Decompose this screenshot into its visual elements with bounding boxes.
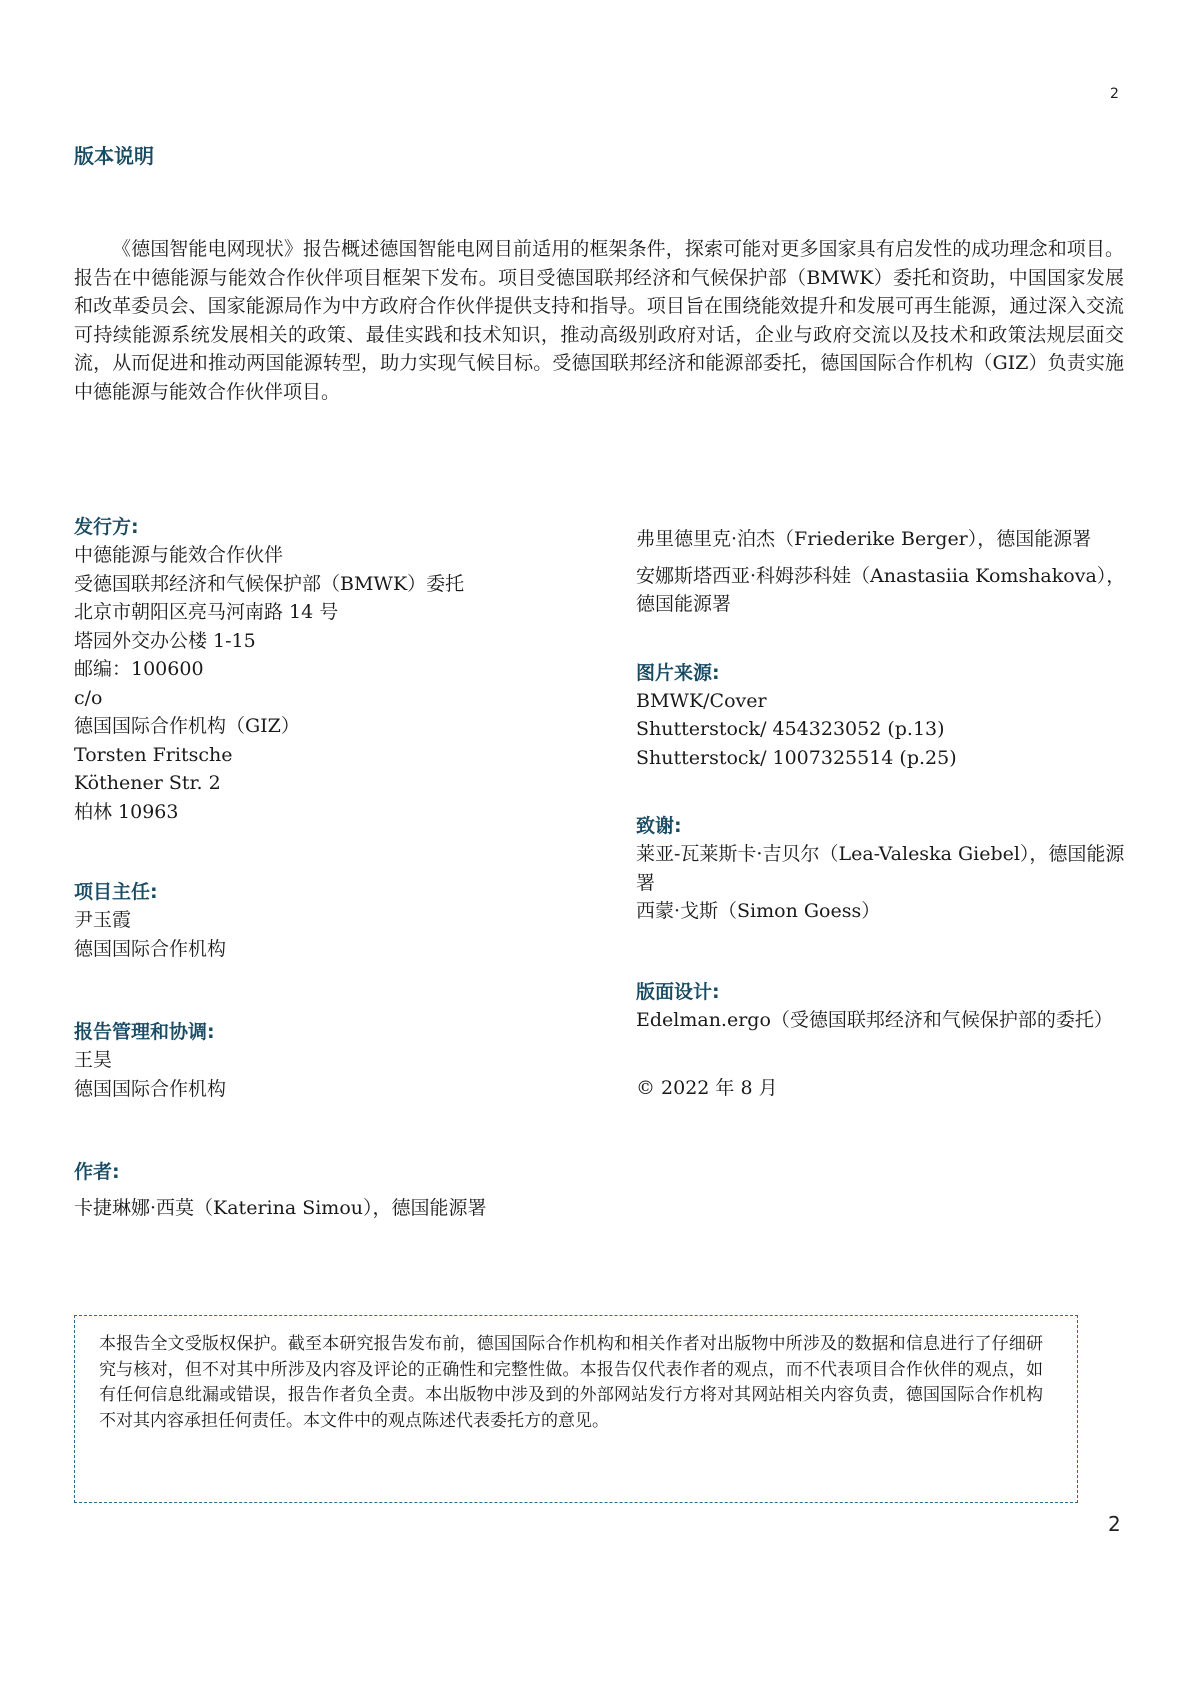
publisher-line: Torsten Fritsche	[74, 743, 233, 766]
project-director-section	[74, 878, 574, 963]
image-source-line: Shutterstock/ 454323052 (p.13)	[636, 718, 945, 740]
right-column	[636, 525, 1126, 1103]
publisher-heading: 发行方:	[74, 516, 139, 538]
publisher-section	[74, 513, 574, 826]
project-director-heading: 项目主任:	[74, 881, 158, 903]
intro-paragraph: 《德国智能电网现状》报告概述德国智能电网目前适用的框架条件，探索可能对更多国家具有启发性的成功理念和项目。报告在中德能源与能效合作伙伴项目框架下发布。项目受德国联邦经济和气候保护部（BMWK）委托和资助，中国国家发展和改革委员会、国家能源局作为中方政府合作伙伴提供支持和指导。项目旨在围绕能效提升和发展可再生能源，通过深入交流可持续能源系统发展相关的政策、最佳实践和技术知识，推动高级别政府对话，企业与政府交流以及技术和政策法规层面交流，从而促进和推动两国能源转型，助力实现气候目标。受德国联邦经济和能源部委托，德国国际合作机构（GIZ）负责实施中德能源与能效合作伙伴项目。	[74, 238, 1124, 403]
project-director-line: 尹玉霞	[74, 909, 132, 931]
publisher-line: 德国国际合作机构（GIZ）	[74, 715, 300, 737]
image-sources-heading: 图片来源:	[636, 661, 720, 684]
publisher-line: 塔园外交办公楼 1-15	[74, 629, 256, 652]
layout-design-section	[636, 978, 1126, 1035]
author-line: 卡捷琳娜·西莫（Katerina Simou），德国能源署	[74, 1197, 487, 1219]
report-management-heading: 报告管理和协调:	[74, 1021, 215, 1043]
image-sources-section	[636, 659, 1126, 773]
copyright-disclaimer-box	[74, 1315, 1078, 1503]
copyright-date: © 2022 年 8 月	[636, 1077, 778, 1099]
publisher-line: c/o	[74, 686, 103, 709]
publisher-line: 柏林 10963	[74, 800, 179, 823]
image-source-line: Shutterstock/ 1007325514 (p.25)	[636, 746, 957, 769]
image-source-line: BMWK/Cover	[636, 689, 767, 712]
disclaimer-text: 本报告全文受版权保护。截至本研究报告发布前，德国国际合作机构和相关作者对出版物中所涉及的数据和信息进行了仔细研究与核对，但不对其中所涉及内容及评论的正确性和完整性做。本报告仅代表作者的观点，而不代表项目合作伙伴的观点，如有任何信息纰漏或错误，报告作者负全责。本出版物中涉及到的外部网站发行方将对其网站相关内容负责，德国国际合作机构不对其内容承担任何责任。本文件中的观点陈述代表委托方的意见。	[99, 1334, 1043, 1431]
layout-design-text: Edelman.ergo（受德国联邦经济和气候保护部的委托）	[636, 1008, 1113, 1031]
page-title: 版本说明	[74, 144, 154, 168]
publisher-line: 中德能源与能效合作伙伴	[74, 544, 284, 566]
authors-heading: 作者:	[74, 1161, 120, 1183]
report-management-line: 王昊	[74, 1049, 113, 1071]
layout-design-heading: 版面设计:	[636, 980, 720, 1003]
left-column	[74, 513, 574, 1223]
page-number-top: 2	[1110, 86, 1119, 102]
acknowledgement-text: 莱亚-瓦莱斯卡·吉贝尔（Lea-Valeska Giebel），德国能源署	[636, 843, 1125, 894]
author-line: 弗里德里克·泊杰（Friederike Berger），德国能源署	[636, 528, 1092, 550]
acknowledgement-text: 西蒙·戈斯（Simon Goess）	[636, 900, 881, 922]
author-line: 安娜斯塔西亚·科姆莎科娃（Anastasiia Komshakova），德国能源署	[636, 564, 1126, 615]
report-management-line: 德国国际合作机构	[74, 1077, 227, 1100]
publisher-line: Köthener Str. 2	[74, 772, 221, 794]
page-number-bottom: 2	[1108, 1512, 1121, 1536]
project-director-line: 德国国际合作机构	[74, 937, 227, 960]
publisher-line: 北京市朝阳区亮马河南路 14 号	[74, 601, 339, 623]
publisher-line: 受德国联邦经济和气候保护部（BMWK）委托	[74, 572, 465, 595]
acknowledgements-section	[636, 812, 1126, 926]
report-management-section	[74, 1018, 574, 1103]
authors-section	[74, 1158, 574, 1223]
acknowledgements-heading: 致谢:	[636, 815, 682, 837]
publisher-line: 邮编：100600	[74, 658, 204, 680]
